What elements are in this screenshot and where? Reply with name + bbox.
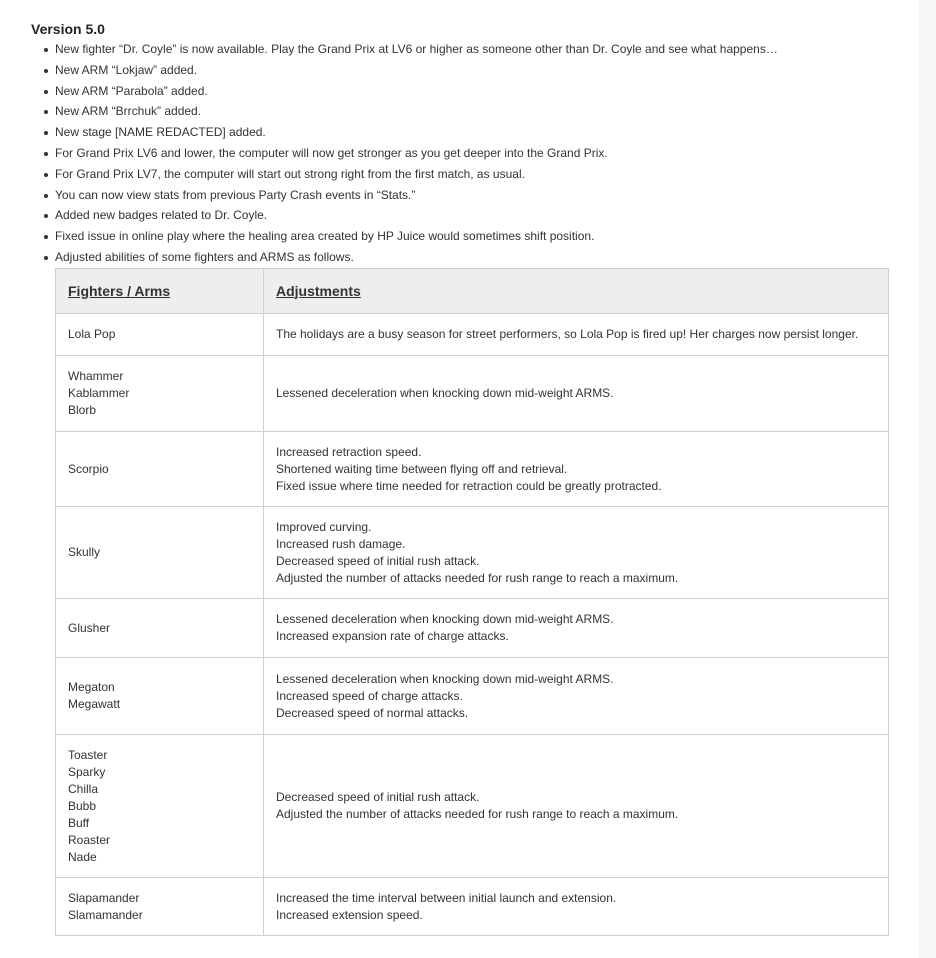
note-item: New stage [NAME REDACTED] added. [42,125,901,146]
table-row [56,356,889,432]
adjustment-text: Decreased speed of initial rush attack. [276,553,480,568]
adjustment-text: Lessened deceleration when knocking down mid-weight ARMS. [276,612,614,626]
adjustment-text: Decreased speed of initial rush attack. [276,790,480,804]
fighters-cell [56,432,264,507]
adjustments-cell [264,599,889,658]
column-header-fighters-label: Fighters / Arms [68,282,171,299]
fighter-name: Whammer [68,369,124,383]
table-row [56,878,889,936]
table-row [56,507,889,599]
table-row [56,314,889,356]
column-header-adjustments-label: Adjustments [276,282,361,299]
scrollbar-track[interactable] [919,0,936,958]
fighters-cell [56,314,264,356]
adjustment-text: Increased speed of charge attacks. [276,688,463,703]
notes-list [31,42,901,271]
fighters-cell [56,599,264,658]
adjustment-text: Adjusted the number of attacks needed for rush range to reach a maximum. [276,807,679,821]
fighter-name: Lola Pop [68,327,116,341]
adjustment-text: Increased rush damage. [276,536,406,551]
fighter-name: Skully [68,545,101,559]
adjustments-cell [264,658,889,735]
adjustment-text: Increased the time interval between initial launch and extension. [276,890,617,905]
table-header-row [56,269,889,314]
fighters-cell [56,356,264,432]
adjustments-cell [264,314,889,356]
adjustments-cell [264,432,889,507]
column-header-fighters [56,269,264,314]
fighter-name: Buff [68,815,90,830]
fighter-name: Slamamander [68,907,143,922]
table-row [56,735,889,878]
adjustment-text: Lessened deceleration when knocking down mid-weight ARMS. [276,386,614,400]
fighter-name: Blorb [68,403,97,417]
fighters-cell [56,878,264,936]
adjustments-cell [264,507,889,599]
fighter-name: Glusher [68,620,111,635]
note-item: New ARM “Parabola” added. [42,84,901,105]
fighter-name: Megawatt [68,697,121,711]
version-title: Version 5.0 [31,21,105,37]
fighter-name: Toaster [68,747,108,762]
adjustment-text: Adjusted the number of attacks needed for rush range to reach a maximum. [276,570,679,585]
fighters-cell [56,658,264,735]
column-header-adjustments [264,269,889,314]
note-item: For Grand Prix LV7, the computer will start out strong right from the first match, as usual. [42,167,901,188]
adjustment-text: The holidays are a busy season for street performers, so Lola Pop is fired up! Her charges now persist longer. [276,327,859,341]
adjustment-text: Lessened deceleration when knocking down mid-weight ARMS. [276,671,614,686]
adjustments-cell [264,878,889,936]
fighter-name: Roaster [68,832,111,847]
fighter-name: Slapamander [68,890,140,905]
patch-notes [31,21,901,922]
adjustments-cell [264,356,889,432]
fighter-name: Bubb [68,798,97,813]
adjustments-table [55,268,889,936]
fighters-cell [56,735,264,878]
table-row [56,599,889,658]
adjustment-text: Decreased speed of normal attacks. [276,705,469,720]
note-item: Fixed issue in online play where the healing area created by HP Juice would sometimes shift position. [42,229,901,250]
adjustment-text: Increased expansion rate of charge attacks. [276,629,509,643]
adjustment-text: Increased retraction speed. [276,444,422,459]
adjustment-text: Improved curving. [276,519,372,534]
fighter-name: Scorpio [68,461,109,476]
note-item: New ARM “Brrchuk” added. [42,104,901,125]
note-item: New ARM “Lokjaw” added. [42,63,901,84]
note-item: Added new badges related to Dr. Coyle. [42,208,901,229]
table-row [56,658,889,735]
adjustment-text: Fixed issue where time needed for retraction could be greatly protracted. [276,478,662,493]
fighter-name: Kablammer [68,386,130,400]
note-item: New fighter “Dr. Coyle” is now available. Play the Grand Prix at LV6 or higher as someone other than Dr. Coyle and see what happens… [42,42,901,63]
note-item: You can now view stats from previous Party Crash events in “Stats.” [42,188,901,209]
note-item: Adjusted abilities of some fighters and ARMS as follows. [42,250,901,271]
adjustment-text: Shortened waiting time between flying off and retrieval. [276,461,568,476]
adjustment-text: Increased extension speed. [276,907,423,922]
fighter-name: Chilla [68,781,99,796]
note-item: For Grand Prix LV6 and lower, the computer will now get stronger as you get deeper into the Grand Prix. [42,146,901,167]
fighter-name: Sparky [68,764,106,779]
fighter-name: Nade [68,849,97,864]
fighter-name: Megaton [68,680,115,694]
adjustments-cell [264,735,889,878]
fighters-cell [56,507,264,599]
table-row [56,432,889,507]
